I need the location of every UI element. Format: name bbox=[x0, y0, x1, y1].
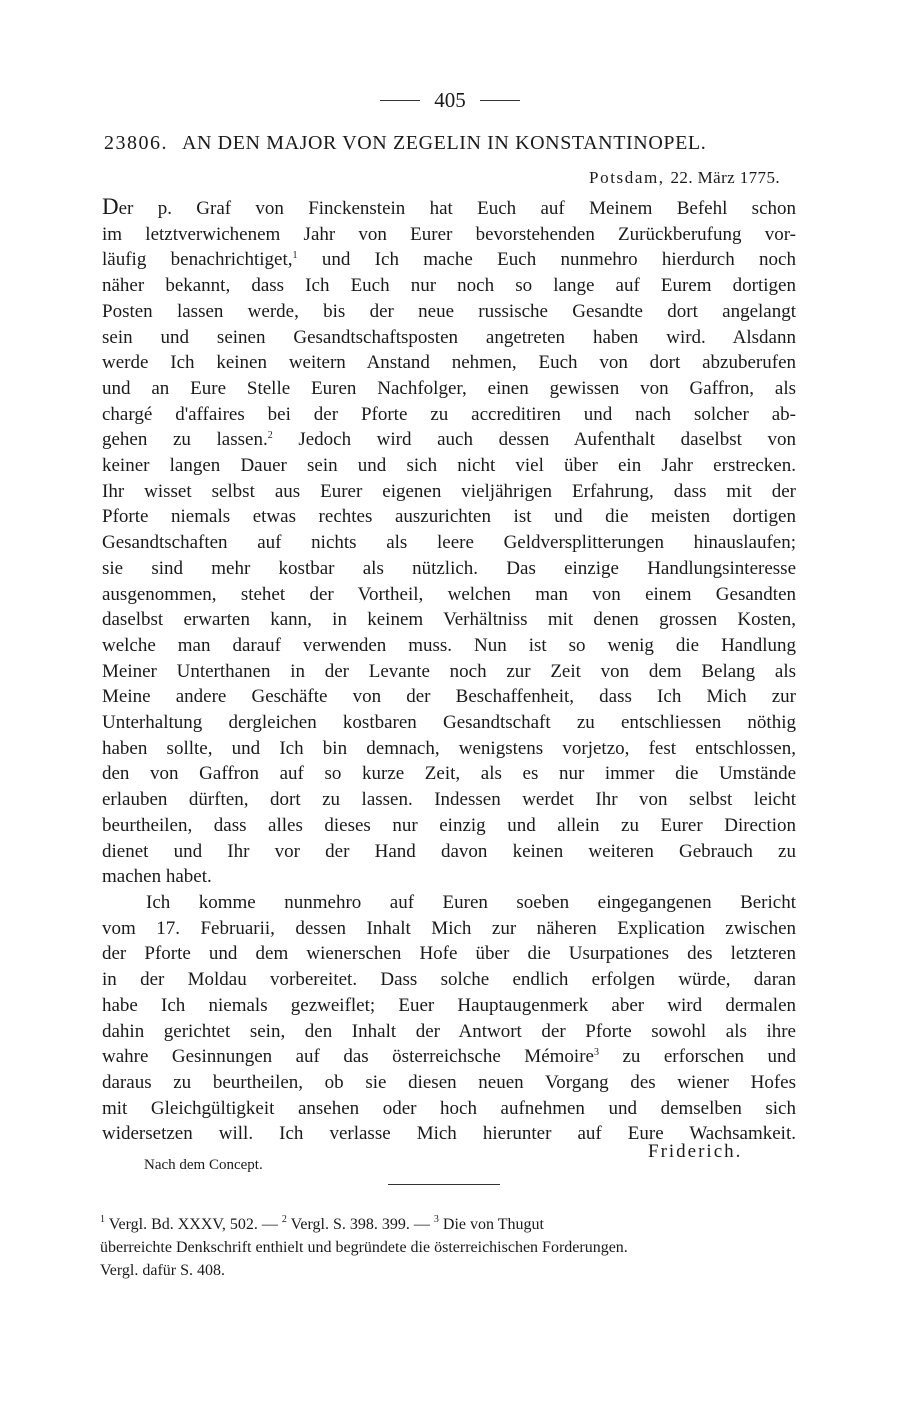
body-line: ausgenommen, stehet der Vortheil, welchen man von einem Gesandten bbox=[102, 583, 796, 605]
header-rule-left bbox=[380, 100, 420, 101]
body-line: näher bekannt, dass Ich Euch nur noch so lange auf Eurem dortigen bbox=[102, 275, 796, 297]
body-line: keiner langen Dauer sein und sich nicht viel über ein Jahr erstrecken. bbox=[102, 455, 796, 477]
body-line: Ich komme nunmehro auf Euren soeben eingegangenen Bericht bbox=[146, 891, 796, 913]
body-line: haben sollte, und Ich bin demnach, wenigstens vorjetzo, fest entschlossen, bbox=[102, 737, 796, 759]
body-line: widersetzen will. Ich verlasse Mich hierunter auf Eure Wachsamkeit. bbox=[102, 1123, 796, 1145]
footnote-mark-2: 2 bbox=[281, 1214, 287, 1225]
signature: Friderich. bbox=[648, 1141, 743, 1162]
dateline-place: Potsdam, bbox=[589, 168, 665, 187]
body-line: der Pforte und dem wienerschen Hofe über die Usurpationes des letzteren bbox=[102, 943, 796, 965]
body-line: daselbst erwarten kann, in keinem Verhältniss mit denen grossen Kosten, bbox=[102, 609, 796, 631]
body-line: daraus zu beurtheilen, ob sie diesen neuen Vorgang des wiener Hofes bbox=[102, 1071, 796, 1093]
body-line: Posten lassen werde, bis der neue russische Gesandte dort angelangt bbox=[102, 300, 796, 322]
footnote-mark-1: 1 bbox=[100, 1214, 105, 1225]
body-line: in der Moldau vorbereitet. Dass solche endlich erfolgen würde, daran bbox=[102, 969, 796, 991]
body-line: dienet und Ihr vor der Hand davon keinen weiteren Gebrauch zu bbox=[102, 840, 796, 862]
footnote-line: überreichte Denkschrift enthielt und begründete die österreichischen Forderungen. bbox=[100, 1239, 628, 1256]
body-line: den von Gaffron auf so kurze Zeit, als es nur immer die Umstände bbox=[102, 763, 796, 785]
header-rule-right bbox=[480, 100, 520, 101]
footnotes bbox=[100, 1213, 792, 1282]
body-line: Unterhaltung dergleichen kostbaren Gesandtschaft zu entschliessen nöthig bbox=[102, 712, 796, 734]
source-note: Nach dem Concept. bbox=[144, 1157, 263, 1173]
body-line: Ihr wisset selbst aus Eurer eigenen vieljährigen Erfahrung, dass mit der bbox=[102, 480, 796, 502]
footnote-line: $^1$ Vergl. Bd. XXXV, 502. — $^2$ Vergl. S. 398. 399. — $^3$ Die von Thugut bbox=[100, 1214, 544, 1233]
dateline-date: 22. März 1775. bbox=[670, 168, 780, 187]
dateline bbox=[589, 168, 780, 188]
body-line: wahre Gesinnungen auf das österreichsche Mémoire$^3$ zu erforschen und bbox=[102, 1046, 797, 1068]
footnote-mark-3: 3 bbox=[433, 1214, 439, 1225]
letter-heading: AN DEN MAJOR VON ZEGELIN IN KONSTANTINOPEL. bbox=[182, 132, 707, 154]
body-line: welche man darauf verwenden muss. Nun ist so wenig die Handlung bbox=[102, 634, 796, 656]
footnote-line: Vergl. dafür S. 408. bbox=[100, 1262, 226, 1279]
body-line: Der p. Graf von Finckenstein hat Euch auf Meinem Befehl schon bbox=[102, 194, 796, 219]
body-line: dahin gerichtet sein, den Inhalt der Antwort der Pforte sowohl als ihre bbox=[102, 1020, 796, 1042]
body-line: chargé d'affaires bei der Pforte zu accreditiren und nach solcher ab- bbox=[102, 403, 796, 425]
body-line: im letztverwichenem Jahr von Eurer bevorstehenden Zurückberufung vor- bbox=[102, 223, 796, 245]
body-line: sein und seinen Gesandtschaftsposten angetreten haben wird. Alsdann bbox=[102, 326, 796, 348]
footnote-ref-2: 2 bbox=[267, 430, 273, 442]
letter-number: 23806. bbox=[104, 132, 168, 154]
footnote-ref-1: 1 bbox=[292, 250, 298, 262]
body-line: vom 17. Februarii, dessen Inhalt Mich zur näheren Explication zwischen bbox=[102, 917, 796, 939]
page-header bbox=[0, 88, 900, 113]
body-line: habe Ich niemals gezweiflet; Euer Hauptaugenmerk aber wird dermalen bbox=[102, 994, 796, 1016]
body-line: erlauben dürften, dort zu lassen. Indessen werdet Ihr von selbst leicht bbox=[102, 789, 796, 811]
body-line: Meiner Unterthanen in der Levante noch zur Zeit von dem Belang als bbox=[102, 660, 796, 682]
body-line: werde Ich keinen weitern Anstand nehmen, Euch von dort abzuberufen bbox=[102, 352, 796, 374]
body-line: gehen zu lassen.$^2$ Jedoch wird auch dessen Aufenthalt daselbst von bbox=[102, 429, 796, 451]
body-line: mit Gleichgültigkeit ansehen oder hoch aufnehmen und demselben sich bbox=[102, 1097, 796, 1119]
letter-body bbox=[102, 194, 796, 1147]
body-line: sie sind mehr kostbar als nützlich. Das einzige Handlungsinteresse bbox=[102, 557, 796, 579]
body-line: beurtheilen, dass alles dieses nur einzig und allein zu Eurer Direction bbox=[102, 814, 796, 836]
drop-capital: D bbox=[102, 194, 119, 219]
body-line: Gesandtschaften auf nichts als leere Geldversplitterungen hinauslaufen; bbox=[102, 532, 796, 554]
page-number: 405 bbox=[434, 88, 466, 112]
letter-title bbox=[104, 132, 804, 155]
body-line: machen habet. bbox=[102, 866, 212, 888]
body-line: läufig benachrichtiget,$^1$ und Ich mache Euch nunmehro hierdurch noch bbox=[102, 249, 796, 271]
footnote-ref-3: 3 bbox=[593, 1047, 599, 1059]
footnote-separator bbox=[388, 1184, 500, 1185]
body-line: Pforte niemals etwas rechtes auszurichten ist und die meisten dortigen bbox=[102, 506, 796, 528]
body-line: Meine andere Geschäfte von der Beschaffenheit, dass Ich Mich zur bbox=[102, 686, 796, 708]
body-line: und an Eure Stelle Euren Nachfolger, einen gewissen von Gaffron, als bbox=[102, 377, 796, 399]
